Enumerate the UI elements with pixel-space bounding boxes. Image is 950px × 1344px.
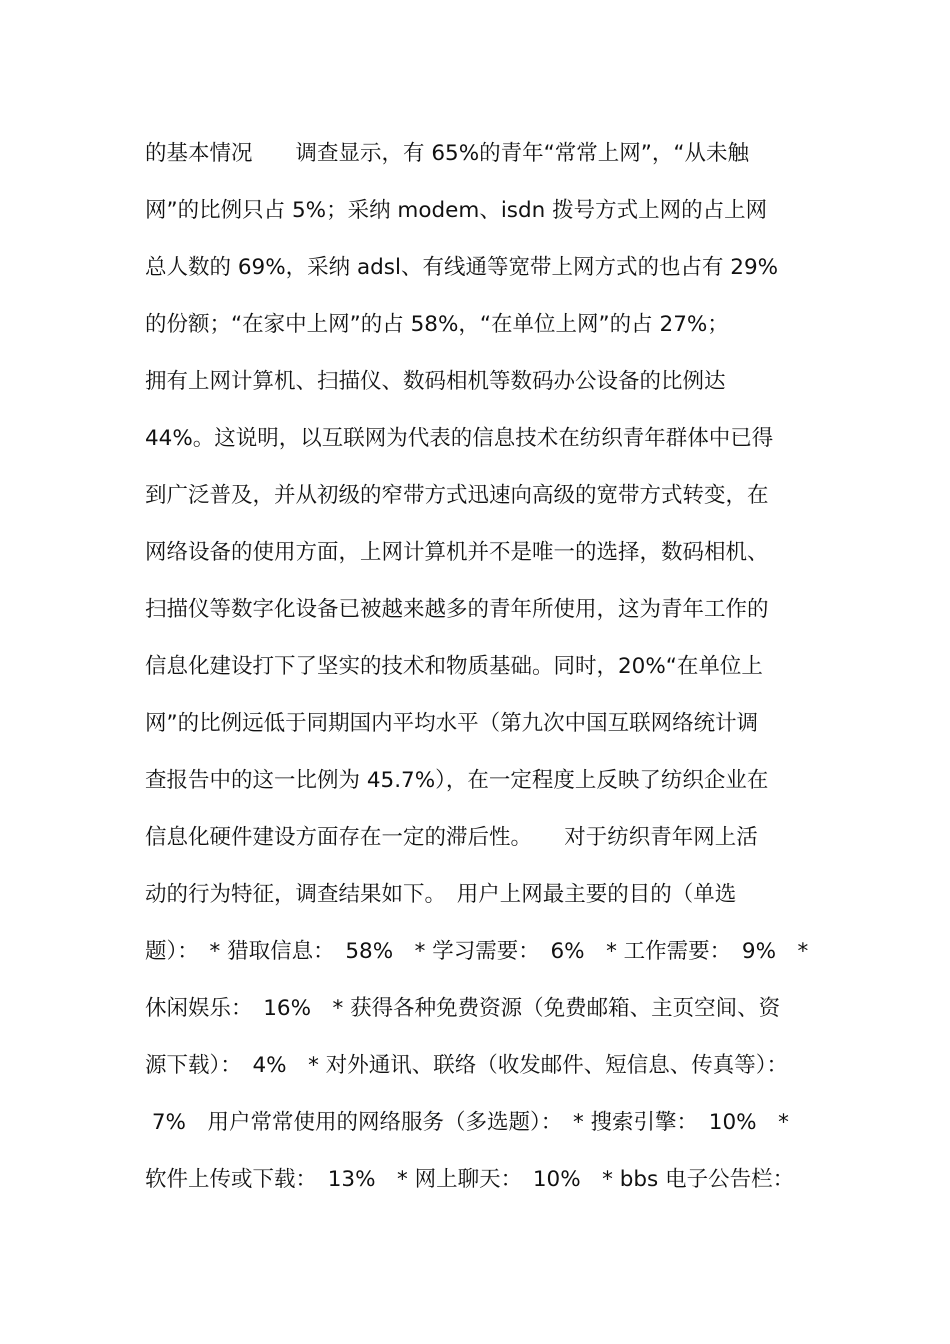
text-line: 网络设备的使用方面，上网计算机并不是唯一的选择，数码相机、 <box>145 540 769 565</box>
text-line: 扫描仪等数字化设备已被越来越多的青年所使用，这为青年工作的 <box>145 597 769 622</box>
text-line: 总人数的 69%，采纳 adsl、有线通等宽带上网方式的也占有 29% <box>145 255 779 280</box>
text-line: 44%。这说明，以互联网为代表的信息技术在纺织青年群体中已得 <box>145 426 774 451</box>
text-line: 的基本情况 调查显示，有 65%的青年“常常上网”，“从未触 <box>145 141 750 166</box>
text-line: 到广泛普及，并从初级的窄带方式迅速向高级的宽带方式转变，在 <box>145 483 769 508</box>
text-line: 动的行为特征，调查结果如下。 用户上网最主要的目的（单选 <box>145 882 737 907</box>
text-line: 题）： * 猎取信息： 58% * 学习需要： 6% * 工作需要： 9% * <box>145 939 809 964</box>
text-line: 信息化硬件建设方面存在一定的滞后性。 对于纺织青年网上活 <box>145 825 758 850</box>
text-line: 网”的比例远低于同期国内平均水平（第九次中国互联网络统计调 <box>145 711 759 736</box>
text-line: 查报告中的这一比例为 45.7%），在一定程度上反映了纺织企业在 <box>145 768 769 793</box>
text-line: 拥有上网计算机、扫描仪、数码相机等数码办公设备的比例达 <box>145 369 726 394</box>
text-line: 源下载）： 4% * 对外通讯、联络（收发邮件、短信息、传真等）： <box>145 1053 788 1078</box>
text-line: 信息化建设打下了坚实的技术和物质基础。同时，20%“在单位上 <box>145 654 763 679</box>
text-line: 7% 用户常常使用的网络服务（多选题）： * 搜索引擎： 10% * <box>145 1110 789 1135</box>
text-line: 休闲娱乐： 16% * 获得各种免费资源（免费邮箱、主页空间、资 <box>145 996 781 1021</box>
text-line: 软件上传或下载： 13% * 网上聊天： 10% * bbs 电子公告栏： <box>145 1167 795 1192</box>
body-text <box>145 125 815 1208</box>
text-line: 网”的比例只占 5%；采纳 modem、isdn 拨号方式上网的占上网 <box>145 198 768 223</box>
text-line: 的份额；“在家中上网”的占 58%，“在单位上网”的占 27%； <box>145 312 729 337</box>
